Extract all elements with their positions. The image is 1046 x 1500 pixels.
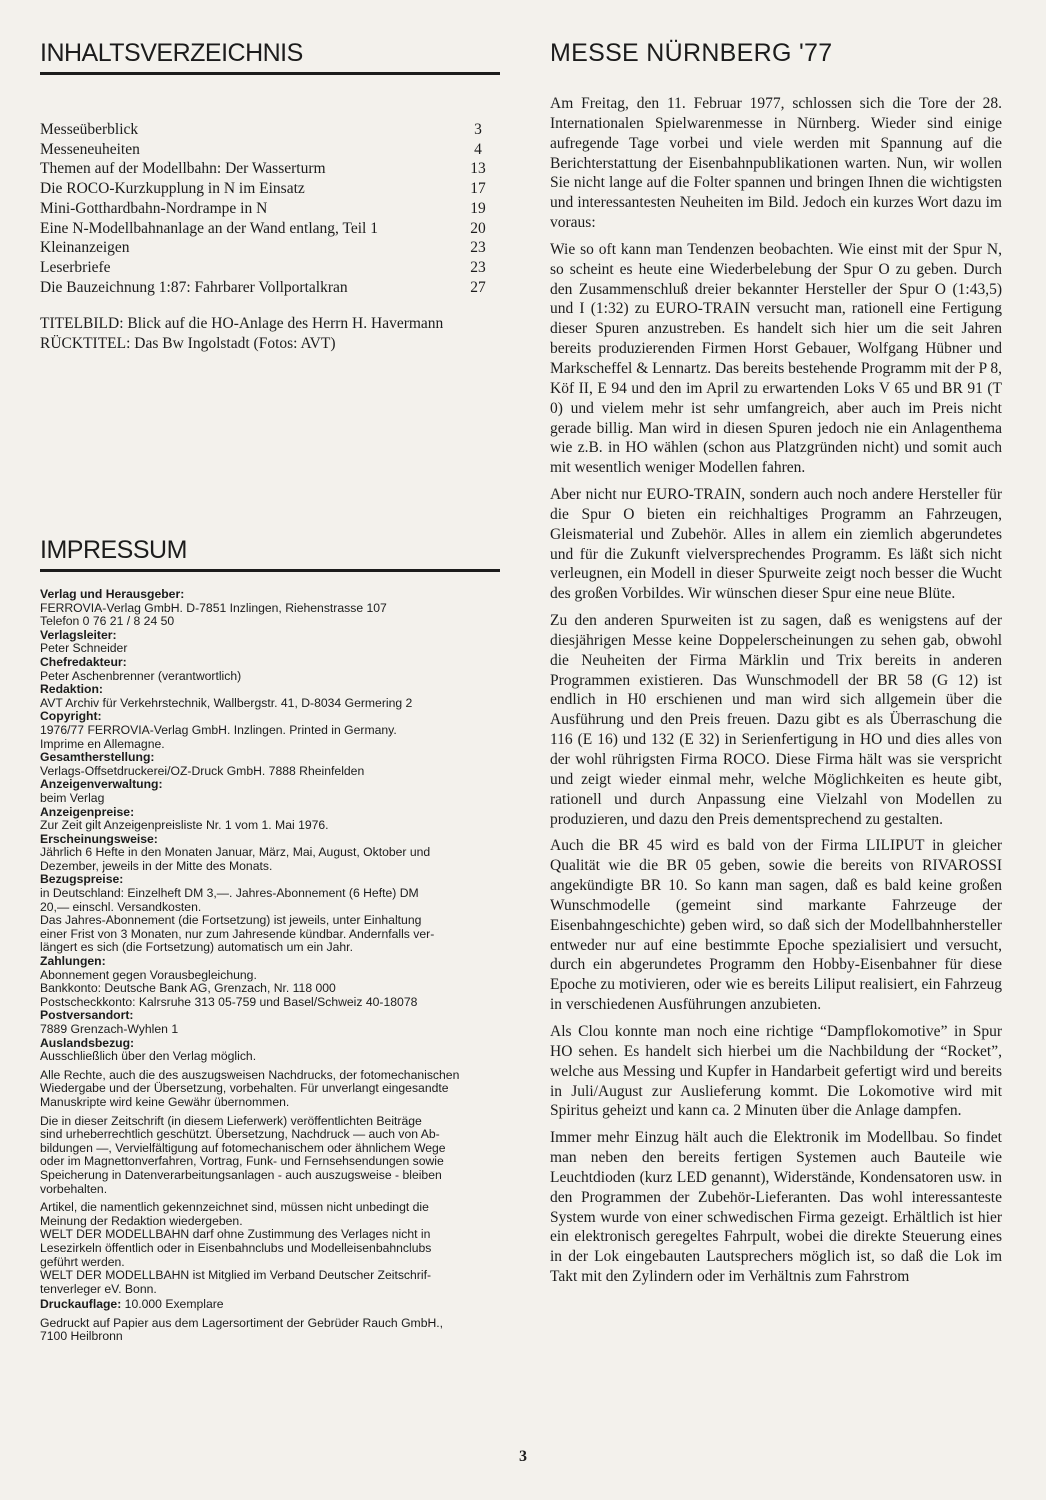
- toc-entry-title: Messeneuheiten: [40, 140, 140, 158]
- toc-entry: [40, 238, 500, 258]
- impressum-text: 7889 Grenzach-Wyhlen 1: [40, 1022, 179, 1036]
- impressum-text: Zur Zeit gilt Anzeigenpreisliste Nr. 1 vom 1. Mai 1976.: [40, 818, 329, 833]
- impressum-entry: [40, 683, 500, 710]
- impressum-text: Peter Schneider: [40, 641, 128, 656]
- toc-entry-title: Themen auf der Modellbahn: Der Wasserturm: [40, 160, 326, 178]
- impressum-label: Verlagsleiter:: [40, 627, 117, 642]
- article-paragraph: Immer mehr Einzug hält auch die Elektronik im Modellbau. So findet man neben den bereits fertigen Systemen auch Bauteile wie Leuchtdioden (kurz LED genannt), Widerstände, Kondensatoren usw. in den Programmen der Zubehör-Lieferanten. Das wohl interessanteste System wurde von einer schwedischen Firma gezeigt. Erhältlich ist hier ein elektronisch geregeltes Fahrpult, wobei die direkte Steuerung eines in der Lok eingebauten Lautsprechers möglich ist, so daß die Lok im Takt mit den Zylindern oder im Verhältnis zum Fahrstrom: [550, 1129, 1002, 1286]
- toc-rule: [40, 72, 500, 75]
- toc-entry-title: Eine N-Modellbahnanlage an der Wand entlang, Teil 1: [40, 219, 378, 237]
- toc-entry: [40, 278, 500, 298]
- print-run-value: 10.000 Exemplare: [121, 1297, 224, 1312]
- page-number: 3: [519, 1448, 527, 1465]
- impressum-label: Postversandort:: [40, 1008, 134, 1023]
- impressum-label: Verlag und Herausgeber:: [40, 587, 185, 601]
- toc-entry-title: Die Bauzeichnung 1:87: Fahrbarer Vollportalkran: [40, 278, 348, 296]
- toc-entry-page: 27: [470, 278, 486, 296]
- impressum-label: Bezugspreise:: [40, 872, 124, 887]
- toc-entry: [40, 219, 500, 239]
- toc-entry-page: 4: [474, 140, 482, 158]
- back-cover-caption: RÜCKTITEL: Das Bw Ingolstadt (Fotos: AVT): [40, 334, 336, 352]
- article-paragraph: Zu den anderen Spurweiten ist zu sagen, daß es wenigstens auf der diesjährigen Messe keine Doppelerscheinungen zu sehen gab, obwohl die Neuheiten der Firma Märklin und Trix bereits in anderen Programmen existieren. Das Wunschmodell der BR 58 (G 12) ist endlich in H0 erschienen und man wird sich allgemein über die Ausführung und den Preis freuen. Dazu gibt es als Überraschung die 116 (E 16) und 132 (E 32) in Serienfertigung in HO und dies alles von der wohl rührigsten Firma ROCO. Diese Firma hält was sie verspricht und zeigt wieder einmal mehr, welche Möglichkeiten es heute gibt, rationell und durch Anpassung eine Vielzahl von Modellen zu produzieren, und dazu den Preis dementsprechend zu gestalten.: [550, 612, 1002, 828]
- toc-heading: INHALTSVERZEICHNIS: [40, 39, 303, 67]
- print-run-label: Druckauflage:: [40, 1297, 122, 1312]
- impressum-label: Anzeigenpreise:: [40, 804, 135, 819]
- impressum-entry: [40, 806, 500, 833]
- impressum-label: Zahlungen:: [40, 954, 106, 969]
- toc-entry-page: 23: [470, 258, 486, 276]
- impressum-text: Abonnement gegen Vorausbegleichung. Bankkonto: Deutsche Bank AG, Grenzach, Nr. 118 000 Postscheckkonto: Kalrsruhe 313 05-759 und Basel/Schweiz 40-18078: [40, 967, 418, 1009]
- impressum-entry: [40, 833, 500, 874]
- article-body: [550, 94, 1002, 1287]
- impressum-label: Chefredakteur:: [40, 654, 127, 669]
- print-run: [40, 1298, 500, 1312]
- impressum-label: Anzeigenverwaltung:: [40, 777, 163, 792]
- rights-note: Alle Rechte, auch die des auszugsweisen Nachdrucks, der fotomechanischen Wiedergabe und der Übersetzung, vorbehalten. Für unverlangt eingesandte Manuskripte wird keine Gewähr übernommen.: [40, 1067, 460, 1109]
- impressum-text: beim Verlag: [40, 790, 105, 805]
- article-paragraph: Wie so oft kann man Tendenzen beobachten. Wie einst mit der Spur N, so scheint es heute eine Wiederbelebung der Spur O zu geben. Durch den Zusammenschluß dreier bekannter Hersteller der Spur O (1:43,5) und I (1:32) zu EURO-TRAIN versucht man, rationell eine Fertigung dieser Spuren anzustreben. Es handelt sich hier um die seit Jahren bereits produzierenden Firmen Horst Gebauer, Wolfgang Hübner und Markscheffel & Lennartz. Das bereits bestehende Programm mit der P 8, Köf II, E 94 und den im April zu erwartenden Loks V 65 und BR 91 (T 0) und vielem mehr ist sehr umfangreich, aber auch im Preis nicht gerade billig. Man wird in diesen Spuren jedoch nie ein Anlagenthema wie z.B. in HO wählen (schon aus Platzgründen nicht) und somit auch mit wesentlich weniger Modellen fahren.: [550, 240, 1002, 477]
- impressum-entry: [40, 778, 500, 805]
- toc-entry-page: 17: [470, 180, 486, 198]
- impressum-text: FERROVIA-Verlag GmbH. D-7851 Inzlingen, Riehenstrasse 107 Telefon 0 76 21 / 8 24 50: [40, 600, 387, 629]
- article-paragraph: Auch die BR 45 wird es bald von der Firma LILIPUT in gleicher Qualität wie die BR 05 geben, sowie die bereits von RIVAROSSI angekündigte BR 10. So kann man sagen, daß es bald keine großen Wunschmodelle (gemeint sind markante Fahrzeuge der Eisenbahngeschichte) geben wird, so daß sich der Modellbahnhersteller entweder nur auf eine bestimmte Epoche spezialisiert und versucht, durch ein abgerundetes Programm den Hobby-Eisenbahner für diese Epoche zu motivieren, oder wie es bereits Liliput realisiert, ein Fahrzeug in verschiedenen Ausführungen anzubieten.: [550, 837, 1002, 1014]
- toc-entry: [40, 179, 500, 199]
- toc-entry: [40, 159, 500, 179]
- toc-list: [40, 120, 500, 297]
- impressum-label: Erscheinungsweise:: [40, 831, 158, 846]
- toc-entry-page: 20: [470, 219, 486, 237]
- cover-caption: TITELBILD: Blick auf die HO-Anlage des Herrn H. Havermann: [40, 315, 444, 333]
- toc-entry-title: Mini-Gotthardbahn-Nordrampe in N: [40, 199, 268, 217]
- toc-entry-page: 23: [470, 239, 486, 257]
- toc-entry: [40, 120, 500, 140]
- impressum-entry: [40, 588, 500, 629]
- impressum-label: Auslandsbezug:: [40, 1035, 135, 1050]
- impressum-section: [40, 535, 500, 1344]
- article-paragraph: Als Clou konnte man noch eine richtige “Dampflokomotive” in Spur HO sehen. Es handelt sich hierbei um die Nachbildung der “Rocket”, welche aus Messing und Kupfer in Handarbeit gefertigt wird und bereits in Juli/August zur Auslieferung kommt. Die Lokomotive wird mit Spiritus geheizt und kann ca. 2 Minuten über die Anlage dampfen.: [550, 1022, 1002, 1120]
- toc-entry: [40, 258, 500, 278]
- impressum-entry: [40, 955, 500, 1009]
- toc-section: [40, 38, 500, 354]
- impressum-text: Ausschließlich über den Verlag möglich.: [40, 1049, 257, 1064]
- toc-entry: [40, 140, 500, 160]
- impressum-entry: [40, 751, 500, 778]
- impressum-text: in Deutschland: Einzelheft DM 3,—. Jahres-Abonnement (6 Hefte) DM 20,— einschl. Versandkosten. Das Jahres-Abonnement (die Fortsetzung) ist jeweils, unter Einhaltung einer Frist von 3 Monaten, nur zum Jahresende kündbar. Andernfalls ver- längert es sich (die Fortsetzung) automatisch um ein Jahr.: [40, 886, 435, 955]
- toc-entry-page: 19: [470, 199, 486, 217]
- toc-entry-title: Die ROCO-Kurzkupplung in N im Einsatz: [40, 180, 305, 198]
- impressum-body: [40, 588, 500, 1344]
- article-heading: MESSE NÜRNBERG '77: [550, 39, 833, 67]
- impressum-text: Peter Aschenbrenner (verantwortlich): [40, 668, 242, 683]
- article-section: [550, 38, 1002, 1294]
- impressum-text: 1976/77 FERROVIA-Verlag GmbH. Inzlingen. Printed in Germany. Imprime en Allemagne.: [40, 722, 397, 751]
- photo-credits: [40, 314, 500, 353]
- impressum-rule: [40, 569, 500, 572]
- article-paragraph: Am Freitag, den 11. Februar 1977, schlossen sich die Tore der 28. Internationalen Spielwarenmesse in Nürnberg. Wieder sind einige aufregende Tage vorbei und viele werden mit Spannung auf die Berichterstattung der Eisenbahnpublikationen warten. Nun, wir wollen Sie nicht lange auf die Folter spannen und bringen Ihnen die wichtigsten und interessantesten Neuheiten im Bild. Jedoch ein kurzes Wort dazu im voraus:: [550, 95, 1002, 232]
- toc-entry-page: 3: [474, 121, 482, 138]
- impressum-text: Verlags-Offsetdruckerei/OZ-Druck GmbH. 7888 Rheinfelden: [40, 763, 365, 778]
- impressum-entry: [40, 710, 500, 751]
- toc-entry-page: 13: [470, 160, 486, 178]
- editorial-note: Artikel, die namentlich gekennzeichnet sind, müssen nicht unbedingt die Meinung der Redaktion wiedergeben. WELT DER MODELLBAHN darf ohne Zustimmung des Verlages nicht in Lesezirkeln öffentlich oder in Eisenbahnclubs und Modelleisenbahnclubs geführt werden. WELT DER MODELLBAHN ist Mitglied im Verband Deutscher Zeitschrif- tenverleger eV. Bonn.: [40, 1200, 432, 1296]
- toc-entry: [40, 199, 500, 219]
- impressum-label: Gesamtherstellung:: [40, 750, 155, 765]
- impressum-entry: [40, 656, 500, 683]
- impressum-text: Jährlich 6 Hefte in den Monaten Januar, März, Mai, August, Oktober und Dezember, jeweils in der Mitte des Monats.: [40, 845, 431, 873]
- impressum-label: Copyright:: [40, 709, 102, 724]
- toc-entry-title: Messeüberblick: [40, 121, 139, 138]
- impressum-entry: [40, 1009, 500, 1036]
- impressum-entry: [40, 629, 500, 656]
- impressum-label: Redaktion:: [40, 682, 103, 697]
- impressum-entry: [40, 1037, 500, 1064]
- copyright-note: Die in dieser Zeitschrift (in diesem Lieferwerk) veröffentlichten Beiträge sind urheberrechtlich geschützt. Übersetzung, Nachdruck — auch von Ab- bildungen —, Vervielfältigung auf fotomechanischem oder ähnlichem Wege oder im Magnettonverfahren, Vortrag, Funk- und Fernsehsendungen sowie Speicherung in Datenverarbeitungsanlagen - auch auszugsweise - bleiben vorbehalten.: [40, 1113, 446, 1196]
- impressum-heading: IMPRESSUM: [40, 536, 187, 564]
- toc-entry-title: Leserbriefe: [40, 258, 111, 276]
- toc-entry-title: Kleinanzeigen: [40, 239, 130, 257]
- printer-note: Gedruckt auf Papier aus dem Lagersortiment der Gebrüder Rauch GmbH., 7100 Heilbronn: [40, 1315, 444, 1344]
- article-paragraph: Aber nicht nur EURO-TRAIN, sondern auch noch andere Hersteller für die Spur O bieten ein reichhaltiges Programm an Fahrzeugen, Gleismaterial und Zubehör. Alles in allem ein ziemlich abgerundetes und für die Zukunft vielversprechendes Programm. Es läßt sich nicht verleugnen, ein Modell in dieser Spurweite zeigt noch besser die Wucht des großen Vorbildes. Wir wünschen dieser Spur eine neue Blüte.: [550, 486, 1002, 603]
- impressum-text: AVT Archiv für Verkehrstechnik, Wallbergstr. 41, D-8034 Germering 2: [40, 695, 413, 710]
- impressum-entry: [40, 873, 500, 955]
